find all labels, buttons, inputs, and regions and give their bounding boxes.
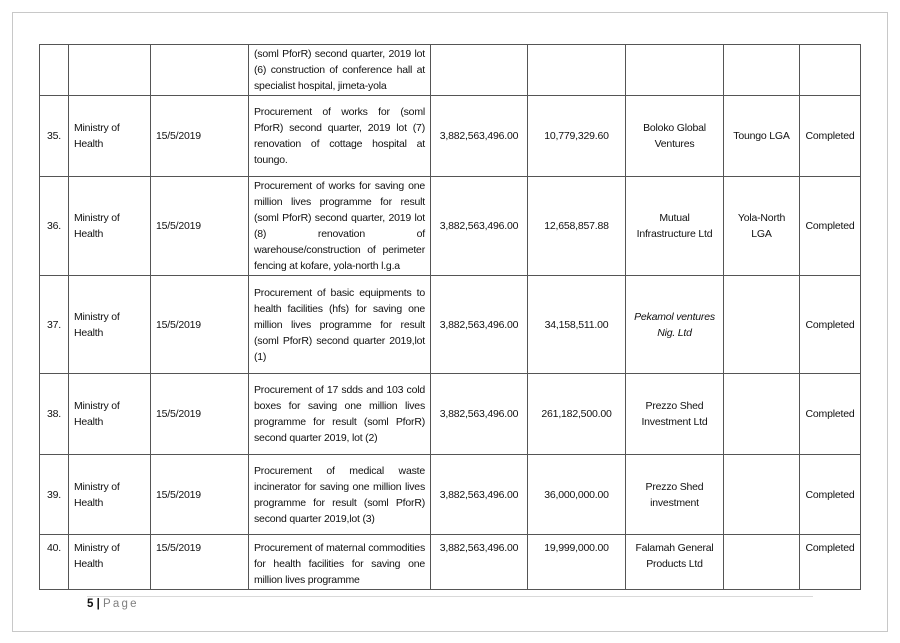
- contractor-cell: Falamah General Products Ltd: [626, 535, 724, 590]
- description-cell: Procurement of basic equipments to health facilities (hfs) for saving one million lives programme for result (soml PforR) second quarter 2019,lot (1): [249, 276, 431, 374]
- contract-amount-cell: [528, 45, 626, 96]
- serial-number-cell: 39.: [40, 455, 69, 535]
- date-cell: 15/5/2019: [151, 455, 249, 535]
- table-row: [40, 374, 861, 455]
- contractor-cell: Mutual Infrastructure Ltd: [626, 177, 724, 276]
- budget-amount-cell: 3,882,563,496.00: [431, 374, 528, 455]
- location-cell: [724, 455, 800, 535]
- mda-cell: Ministry of Health: [69, 535, 151, 590]
- contract-amount-cell: 12,658,857.88: [528, 177, 626, 276]
- mda-cell: Ministry of Health: [69, 455, 151, 535]
- page-label: Page: [103, 598, 139, 610]
- status-cell: Completed: [800, 177, 861, 276]
- table-row: [40, 177, 861, 276]
- budget-amount-cell: 3,882,563,496.00: [431, 96, 528, 177]
- footer-divider: [87, 596, 813, 597]
- status-cell: Completed: [800, 374, 861, 455]
- contract-amount-cell: 19,999,000.00: [528, 535, 626, 590]
- budget-amount-cell: 3,882,563,496.00: [431, 535, 528, 590]
- table-row: [40, 276, 861, 374]
- status-cell: Completed: [800, 276, 861, 374]
- contractor-cell: Prezzo Shed Investment Ltd: [626, 374, 724, 455]
- date-cell: 15/5/2019: [151, 374, 249, 455]
- serial-number-cell: 38.: [40, 374, 69, 455]
- page-number: 5: [87, 598, 94, 610]
- mda-cell: Ministry of Health: [69, 276, 151, 374]
- footer-separator: |: [96, 598, 100, 610]
- description-cell: (soml PforR) second quarter, 2019 lot (6) construction of conference hall at specialist hospital, jimeta-yola: [249, 45, 431, 96]
- date-cell: 15/5/2019: [151, 276, 249, 374]
- status-cell: Completed: [800, 96, 861, 177]
- location-cell: Yola-North LGA: [724, 177, 800, 276]
- table-row: [40, 96, 861, 177]
- status-cell: Completed: [800, 535, 861, 590]
- table-row: [40, 45, 861, 96]
- mda-cell: [69, 45, 151, 96]
- contractor-cell: Boloko Global Ventures: [626, 96, 724, 177]
- contract-amount-cell: 34,158,511.00: [528, 276, 626, 374]
- location-cell: [724, 374, 800, 455]
- table-row: [40, 455, 861, 535]
- location-cell: [724, 45, 800, 96]
- contractor-cell: Pekamol ventures Nig. Ltd: [626, 276, 724, 374]
- location-cell: [724, 276, 800, 374]
- date-cell: 15/5/2019: [151, 535, 249, 590]
- description-cell: Procurement of works for saving one million lives programme for result (soml PforR) second quarter, 2019 lot (8) renovation of warehouse/construction of perimeter fencing at kofare, yola-north l.g.a: [249, 177, 431, 276]
- contract-amount-cell: 261,182,500.00: [528, 374, 626, 455]
- table-row: [40, 535, 861, 590]
- contractor-cell: Prezzo Shed investment: [626, 455, 724, 535]
- serial-number-cell: 36.: [40, 177, 69, 276]
- contract-amount-cell: 36,000,000.00: [528, 455, 626, 535]
- serial-number-cell: [40, 45, 69, 96]
- description-cell: Procurement of 17 sdds and 103 cold boxes for saving one million lives programme for result (soml PforR) second quarter 2019, lot (2): [249, 374, 431, 455]
- mda-cell: Ministry of Health: [69, 177, 151, 276]
- serial-number-cell: 40.: [40, 535, 69, 590]
- mda-cell: Ministry of Health: [69, 374, 151, 455]
- contractor-cell: [626, 45, 724, 96]
- description-cell: Procurement of maternal commodities for health facilities for saving one million lives programme: [249, 535, 431, 590]
- location-cell: [724, 535, 800, 590]
- status-cell: Completed: [800, 455, 861, 535]
- budget-amount-cell: 3,882,563,496.00: [431, 177, 528, 276]
- serial-number-cell: 37.: [40, 276, 69, 374]
- date-cell: 15/5/2019: [151, 177, 249, 276]
- budget-amount-cell: 3,882,563,496.00: [431, 276, 528, 374]
- location-cell: Toungo LGA: [724, 96, 800, 177]
- budget-amount-cell: 3,882,563,496.00: [431, 455, 528, 535]
- serial-number-cell: 35.: [40, 96, 69, 177]
- budget-amount-cell: [431, 45, 528, 96]
- contract-amount-cell: 10,779,329.60: [528, 96, 626, 177]
- mda-cell: Ministry of Health: [69, 96, 151, 177]
- description-cell: Procurement of works for (soml PforR) second quarter, 2019 lot (7) renovation of cottage hospital at toungo.: [249, 96, 431, 177]
- procurement-table: [39, 44, 861, 590]
- description-cell: Procurement of medical waste incinerator for saving one million lives programme for result (soml PforR) second quarter 2019,lot (3): [249, 455, 431, 535]
- date-cell: [151, 45, 249, 96]
- date-cell: 15/5/2019: [151, 96, 249, 177]
- status-cell: [800, 45, 861, 96]
- page-footer: [87, 598, 139, 610]
